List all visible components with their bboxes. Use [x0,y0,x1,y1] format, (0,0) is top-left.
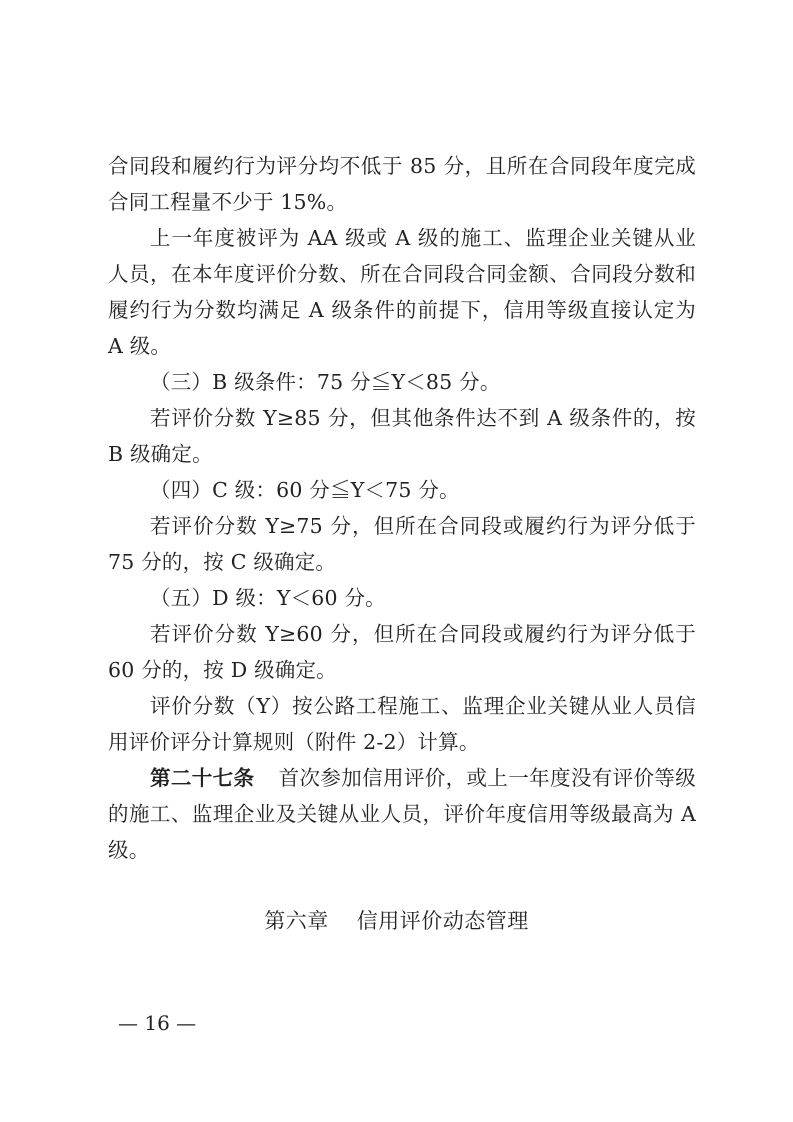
paragraph-d-level-rule: 若评价分数 Y≥60 分，但所在合同段或履约行为评分低于 60 分的，按 D 级确定。 [108,622,696,682]
paragraph-score-calculation: 评价分数（Y）按公路工程施工、监理企业关键从业人员信用评价评分计算规则（附件 2-2）计算。 [108,694,696,754]
paragraph-d-level-condition: （五）D 级：Y＜60 分。 [150,586,386,610]
article-number: 第二十七条 [150,766,255,790]
paragraph-b-level-rule: 若评价分数 Y≥85 分，但其他条件达不到 A 级条件的，按 B 级确定。 [108,406,696,466]
article-27 [108,760,696,868]
paragraph-c-level-condition: （四）C 级：60 分≦Y＜75 分。 [150,478,460,502]
paragraph-prior-year-rating: 上一年度被评为 AA 级或 A 级的施工、监理企业关键从业人员，在本年度评价分数、所在合同段合同金额、合同段分数和履约行为分数均满足 A 级条件的前提下，信用等级直接认定为 A 级。 [108,226,696,358]
chapter-heading [0,903,793,939]
paragraph-c-level-rule: 若评价分数 Y≥75 分，但所在合同段或履约行为评分低于 75 分的，按 C 级确定。 [108,514,696,574]
paragraph-continuation: 合同段和履约行为评分均不低于 85 分，且所在合同段年度完成合同工程量不少于 15%。 [108,154,696,214]
page-number: — 16 — [118,1011,197,1035]
chapter-title: 信用评价动态管理 [356,909,529,933]
article-text: 首次参加信用评价，或上一年度没有评价等级的施工、监理企业及关键从业人员，评价年度信用等级最高为 A 级。 [108,766,697,862]
chapter-number: 第六章 [264,909,329,933]
paragraph-b-level-condition: （三）B 级条件：75 分≦Y＜85 分。 [150,370,501,394]
